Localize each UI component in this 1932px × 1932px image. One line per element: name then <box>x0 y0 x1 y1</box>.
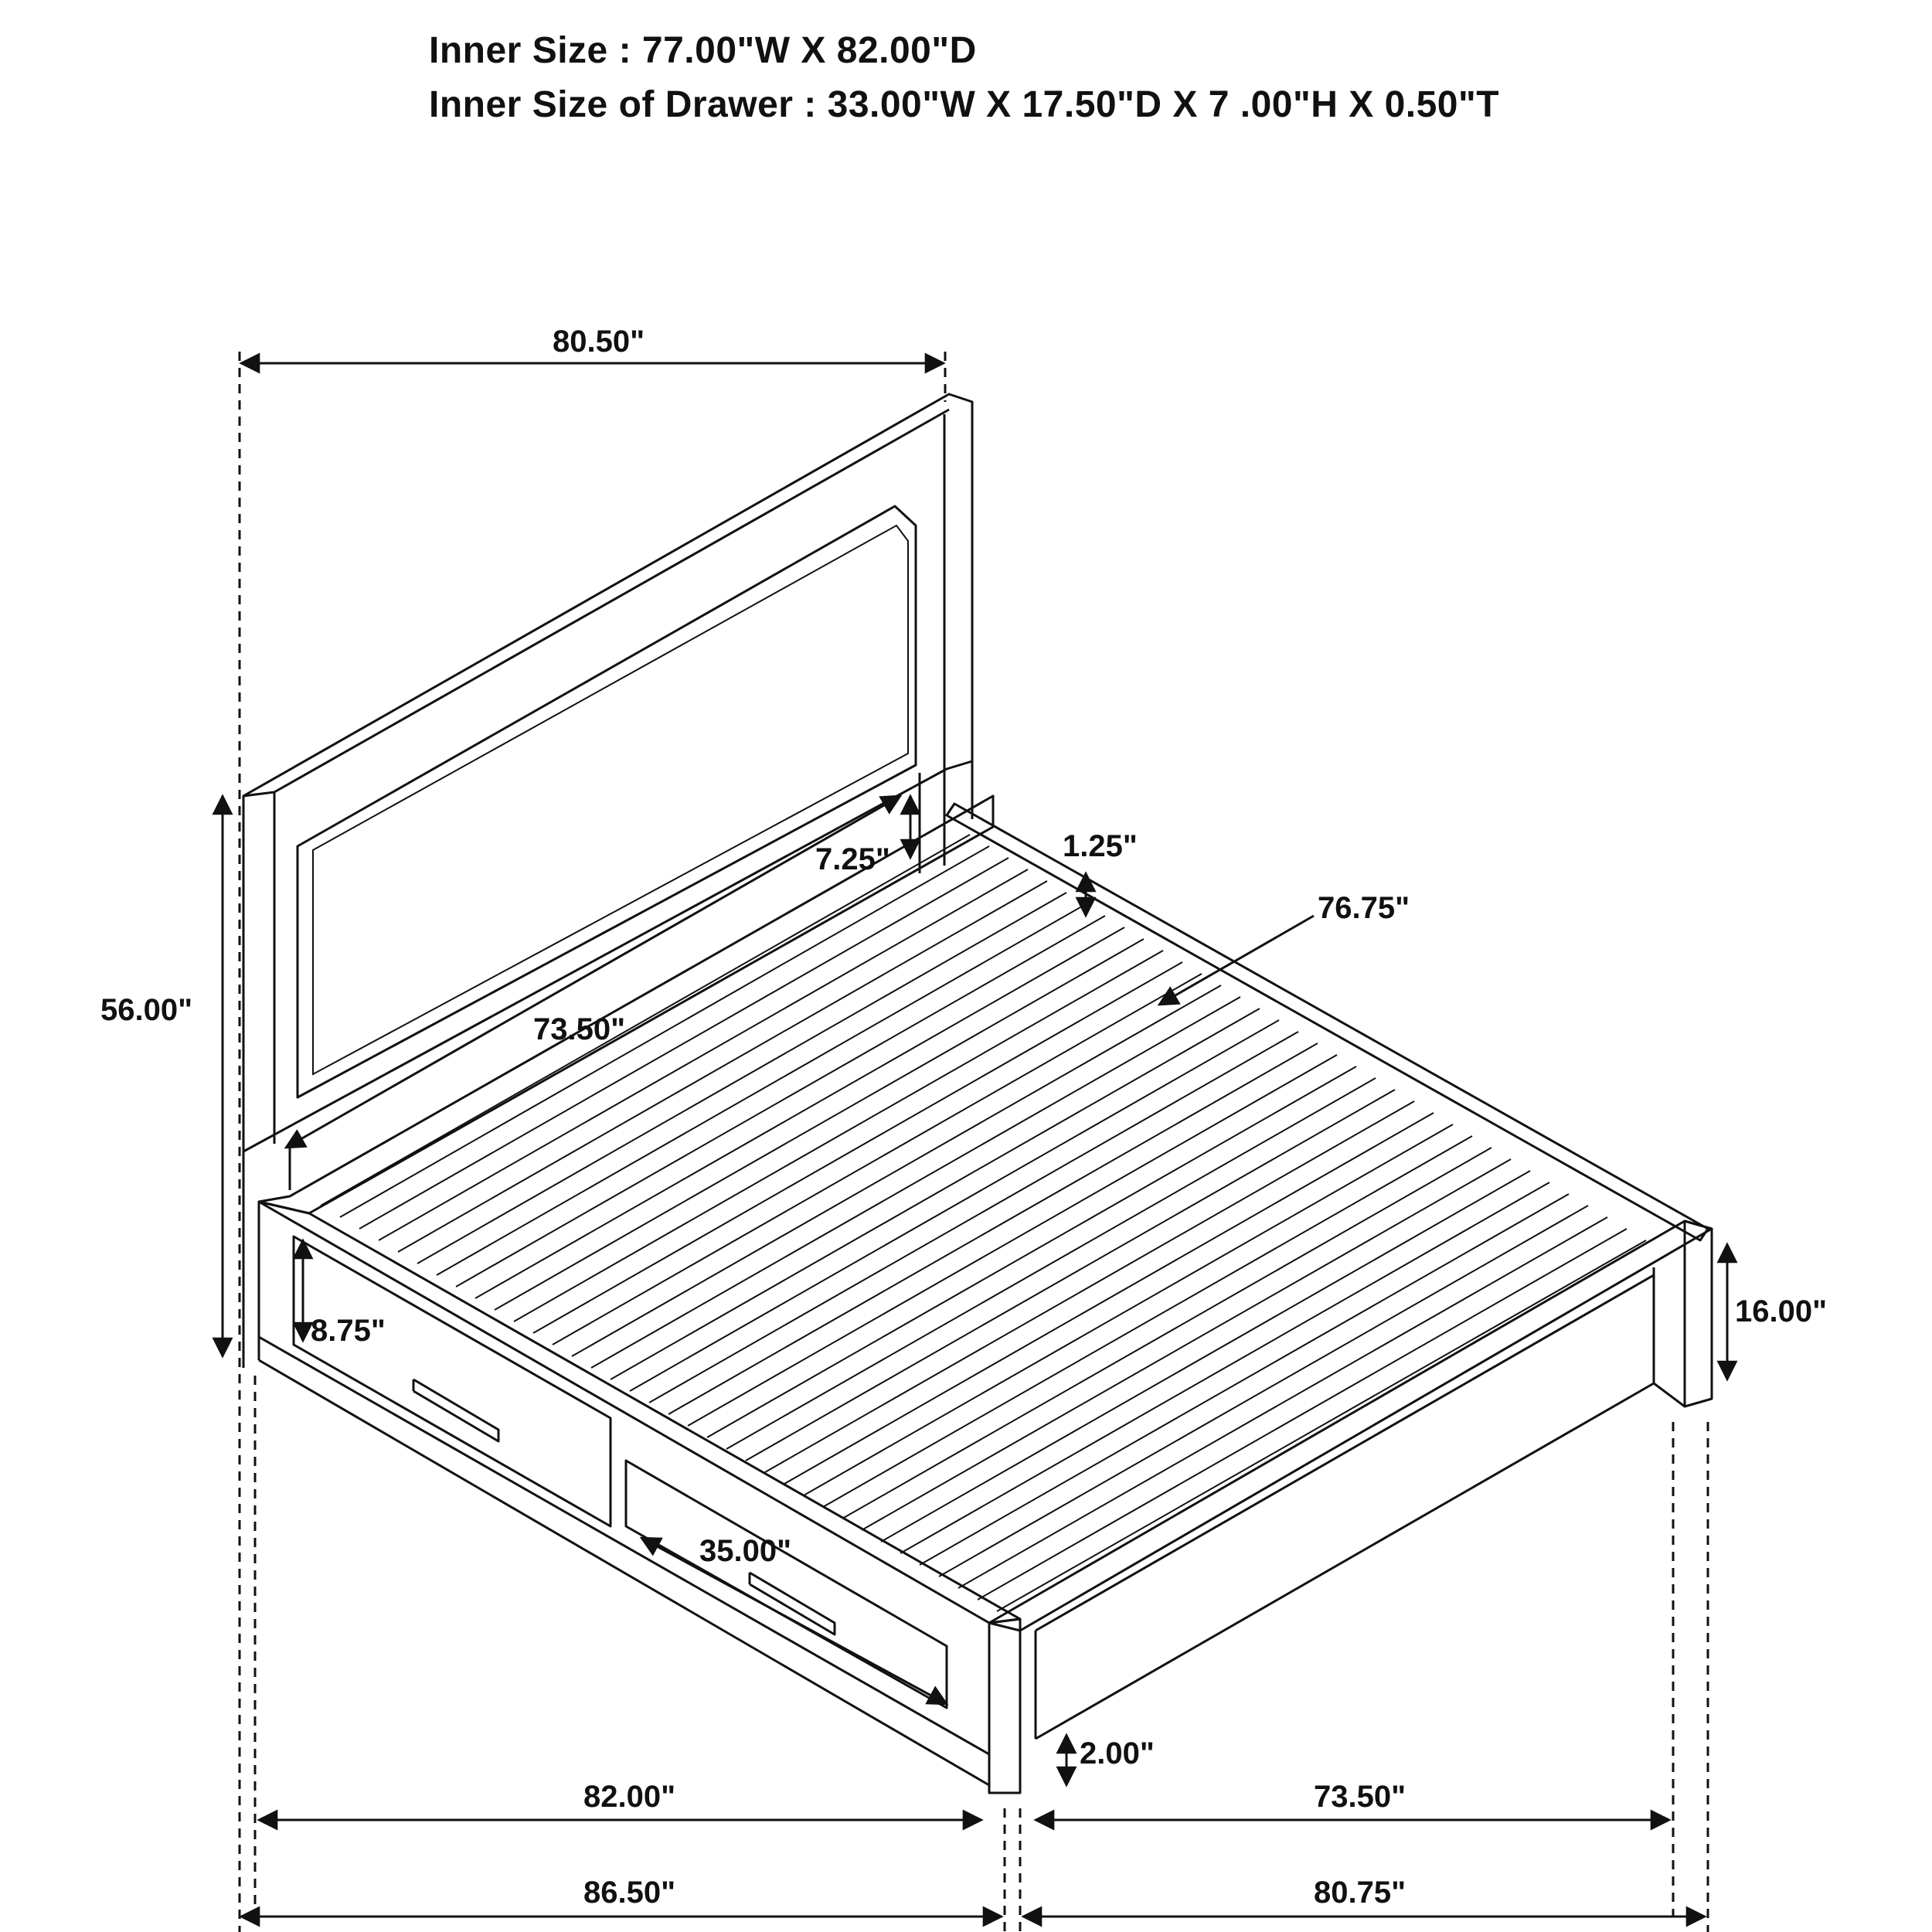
overall-width-label: 80.75" <box>1314 1876 1406 1910</box>
inner-width-label: 73.50" <box>1314 1780 1406 1814</box>
overall-length-label: 86.50" <box>583 1876 676 1910</box>
extension-lines <box>240 352 1708 1932</box>
headboard-width-label: 80.50" <box>553 325 645 359</box>
bed-frame <box>259 796 1712 1793</box>
clearance-label: 2.00" <box>1080 1736 1155 1770</box>
dimension-labels <box>100 325 1827 1910</box>
headboard-height-label: 56.00" <box>100 993 193 1027</box>
drawers <box>294 1236 947 1708</box>
panel-height-label: 7.25" <box>815 842 890 876</box>
panel-width-label: 73.50" <box>533 1012 626 1046</box>
drawer-size-heading: Inner Size of Drawer : 33.00"W X 17.50"D X 7 .00"H X 0.50"T <box>429 84 1500 125</box>
rail-height-label: 1.25" <box>1063 829 1138 863</box>
drawer-width-label: 35.00" <box>699 1534 792 1568</box>
drawer-height-label: 8.75" <box>311 1314 386 1348</box>
footboard-height-label: 16.00" <box>1735 1294 1828 1328</box>
inner-size-heading: Inner Size : 77.00"W X 82.00"D <box>429 30 977 71</box>
dimension-arrows <box>223 363 1727 1917</box>
rail-length-label: 82.00" <box>583 1780 676 1814</box>
slats <box>321 835 1646 1611</box>
slat-length-label: 76.75" <box>1318 891 1410 925</box>
